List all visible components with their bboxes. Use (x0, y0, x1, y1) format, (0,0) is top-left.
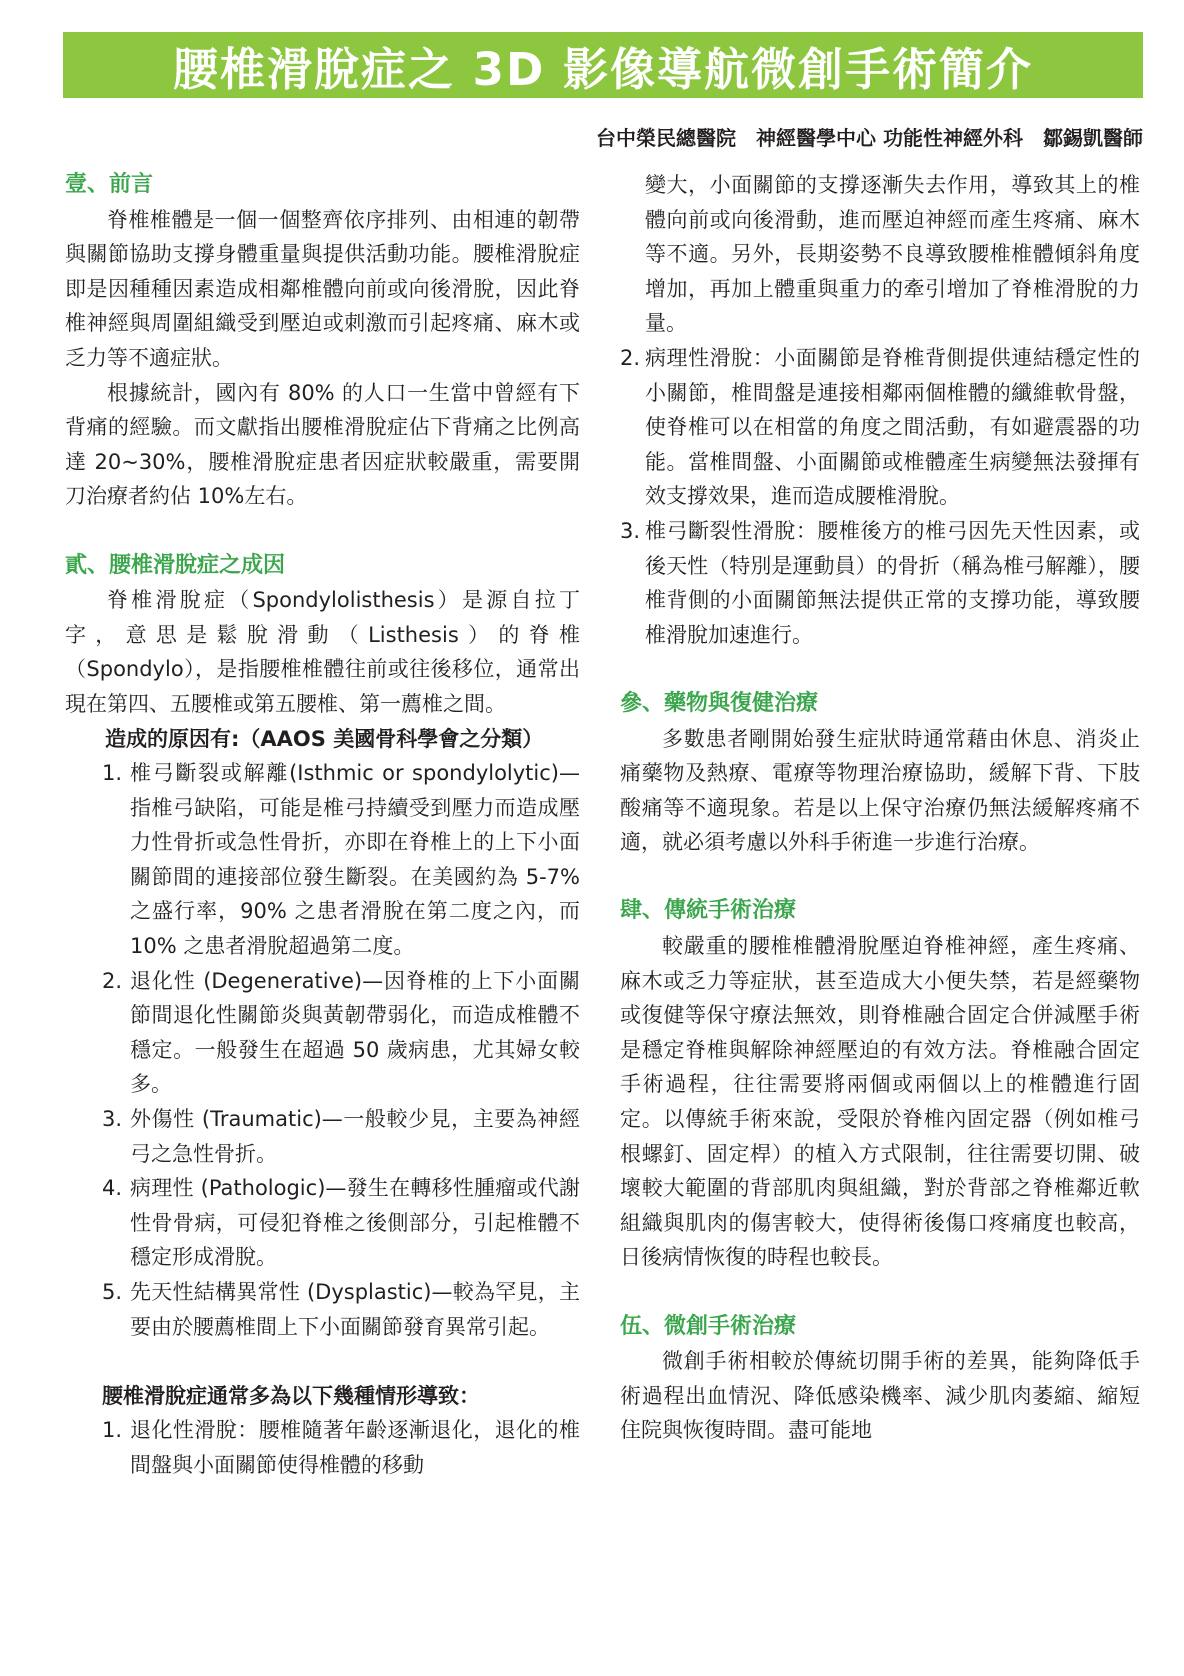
right-column (620, 168, 1140, 1448)
paragraph-continuation: 變大，小面關節的支撐逐漸失去作用，導致其上的椎體向前或向後滑動，進而壓迫神經而產生疼痛、麻木等不適。另外，長期姿勢不良導致腰椎椎體傾斜角度增加，再加上體重與重力的牽引增加了脊椎滑脫的力量。 (645, 173, 1140, 336)
paragraph: 多數患者剛開始發生症狀時通常藉由休息、消炎止痛藥物及熱療、電療等物理治療協助，緩解下背、下肢酸痛等不適現象。若是以上保守治療仍無法緩解疼痛不適，就必須考慮以外科手術進一步進行治療。 (620, 726, 1140, 855)
subheading-classification: 造成的原因有:（AAOS 美國骨科學會之分類） (105, 726, 544, 751)
list-item: 3. 椎弓斷裂性滑脫：腰椎後方的椎弓因先天性因素，或後天性（特別是運動員）的骨折（稱為椎弓解離），腰椎背側的小面關節無法提供正常的支撐功能，導致腰椎滑脫加速進行。 (620, 518, 1140, 647)
list-item: 2. 退化性 (Degenerative)—因脊椎的上下小面關節間退化性關節炎與黃韌帶弱化，而造成椎體不穩定。一般發生在超過 50 歲病患，尤其婦女較多。 (102, 968, 580, 1097)
list-item: 1. 椎弓斷裂或解離(Isthmic or spondylolytic)—指椎弓缺陷，可能是椎弓持續受到壓力而造成壓力性骨折或急性骨折，亦即在脊椎上的上下小面關節間的連接部位發生斷裂。在美國約為 5-7% 之盛行率，90% 之患者滑脫在第二度之內，而 10% 之患者滑脫超過第二度。 (102, 761, 580, 959)
list-item: 5. 先天性結構異常性 (Dysplastic)—較為罕見，主要由於腰薦椎間上下小面關節發育異常引起。 (102, 1280, 580, 1339)
section-heading-causes: 貳、腰椎滑脫症之成因 (65, 552, 286, 578)
list-item: 2. 病理性滑脫：小面關節是脊椎背側提供連結穩定性的小關節，椎間盤是連接相鄰兩個椎體的纖維軟骨盤，使脊椎可以在相當的角度之間活動，有如避震器的功能。當椎間盤、小面關節或椎體產生病變無法發揮有效支撐效果，進而造成腰椎滑脫。 (620, 345, 1140, 509)
section-heading-medication: 參、藥物與復健治療 (620, 690, 819, 716)
paragraph: 脊椎椎體是一個一個整齊依序排列、由相連的韌帶與關節協助支撐身體重量與提供活動功能。腰椎滑脫症即是因種種因素造成相鄰椎體向前或向後滑脫，因此脊椎神經與周圍組織受到壓迫或刺激而引起疼痛、麻木或乏力等不適症狀。 (65, 207, 580, 370)
section-heading-traditional-surgery: 肆、傳統手術治療 (620, 898, 797, 924)
paragraph: 根據統計，國內有 80% 的人口一生當中曾經有下背痛的經驗。而文獻指出腰椎滑脫症佔下背痛之比例高達 20~30%，腰椎滑脫症患者因症狀較嚴重，需要開刀治療者約佔 10%左右。 (65, 380, 580, 509)
left-column (65, 168, 580, 1483)
list-item: 3. 外傷性 (Traumatic)—一般較少見，主要為神經弓之急性骨折。 (102, 1107, 580, 1166)
section-heading-intro: 壹、前言 (65, 172, 154, 197)
list-item: 4. 病理性 (Pathologic)—發生在轉移性腫瘤或代謝性骨骨病，可侵犯脊椎之後側部分，引起椎體不穩定形成滑脫。 (102, 1176, 580, 1270)
types-list-continued (620, 341, 1140, 652)
title-banner (63, 32, 1143, 98)
paragraph: 較嚴重的腰椎椎體滑脫壓迫脊椎神經，產生疼痛、麻木或乏力等症狀，甚至造成大小便失禁，若是經藥物或復健等保守療法無效，則脊椎融合固定合併減壓手術是穩定脊椎與解除神經壓迫的有效方法。脊椎融合固定手術過程，往往需要將兩個或兩個以上的椎體進行固定。以傳統手術來說，受限於脊椎內固定器（例如椎弓根螺釘、固定桿）的植入方式限制，往往需要切開、破壞較大範圍的背部肌肉與組織，對於背部之脊椎鄰近軟組織與肌肉的傷害較大，使得術後傷口疼痛度也較高，日後病情恢復的時程也較長。 (620, 934, 1140, 1270)
paragraph: 脊椎滑脫症（Spondylolisthesis）是源自拉丁字，意思是鬆脫滑動（Listhesis）的脊椎（Spondylo），是指腰椎椎體往前或往後移位，通常出現在第四、五腰椎或第五腰椎、第一薦椎之間。 (65, 588, 580, 716)
section-heading-minimally-invasive: 伍、微創手術治療 (620, 1313, 797, 1339)
paragraph: 微創手術相較於傳統切開手術的差異，能夠降低手術過程出血情況、降低感染機率、減少肌肉萎縮、縮短住院與恢復時間。盡可能地 (620, 1349, 1140, 1443)
page-title: 腰椎滑脫症之 3D 影像導航微創手術簡介 (173, 42, 1033, 96)
types-list (65, 1413, 580, 1482)
list-item: 1. 退化性滑脫：腰椎隨著年齡逐漸退化，退化的椎間盤與小面關節使得椎體的移動 (102, 1418, 580, 1477)
subheading-types: 腰椎滑脫症通常多為以下幾種情形導致： (102, 1383, 480, 1408)
author-line: 台中榮民總醫院 神經醫學中心 功能性神經外科 鄒錫凱醫師 (596, 126, 1143, 150)
causes-list (65, 756, 580, 1344)
